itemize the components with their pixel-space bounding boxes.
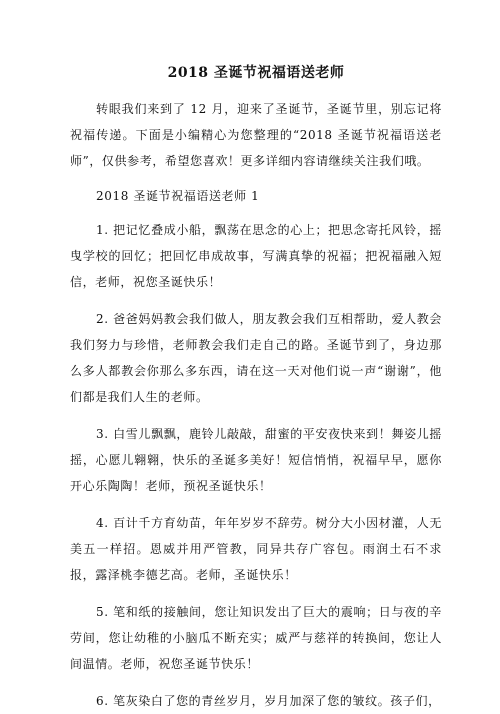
intro-paragraph: 转眼我们来到了 12 月，迎来了圣诞节，圣诞节里，别忘记将祝福传递。下面是小编精心为您整理的“2018 圣诞节祝福语送老师”，仅供参考，希望您喜欢！更多详细内容请继续关注我们哦。 <box>70 102 442 168</box>
list-item: 1. 把记忆叠成小船，飘荡在思念的心上；把思念寄托风铃，摇曳学校的回忆；把回忆串成故事，写满真挚的祝福；把祝福融入短信，老师，祝您圣诞快乐！ <box>70 223 442 289</box>
section-heading: 2018 圣诞节祝福语送老师 1 <box>96 189 260 203</box>
list-item: 5. 笔和纸的接触间，您让知识发出了巨大的震响；日与夜的辛劳间，您让幼稚的小脑瓜不断充实；威严与慈祥的转换间，您让人间温情。老师，祝您圣诞节快乐！ <box>70 605 442 671</box>
document-title: 2018 圣诞节祝福语送老师 <box>167 65 345 81</box>
list-item: 4. 百计千方育幼苗，年年岁岁不辞劳。树分大小因材灌，人无美五一样招。恩威并用严管教，同异共存广容包。雨润土石不求报，露泽桃李德艺高。老师，圣诞快乐！ <box>70 516 442 582</box>
list-item: 6. 笔灰染白了您的青丝岁月，岁月加深了您的皱纹。孩子们， <box>96 694 441 708</box>
list-item: 2. 爸爸妈妈教会我们做人，朋友教会我们互相帮助，爱人教会我们努力与珍惜，老师教会我们走自己的路。圣诞节到了，身边那么多人都教会你那么多东西，请在这一天对他们说一声“谢谢”，他们都是我们人生的老师。 <box>70 312 442 404</box>
list-item: 3. 白雪儿飘飘，鹿铃儿敲敲，甜蜜的平安夜快来到！舞姿儿摇摇，心愿儿翱翱，快乐的圣诞多美好！短信悄悄，祝福早早，愿你开心乐陶陶！老师，预祝圣诞快乐！ <box>70 427 442 493</box>
